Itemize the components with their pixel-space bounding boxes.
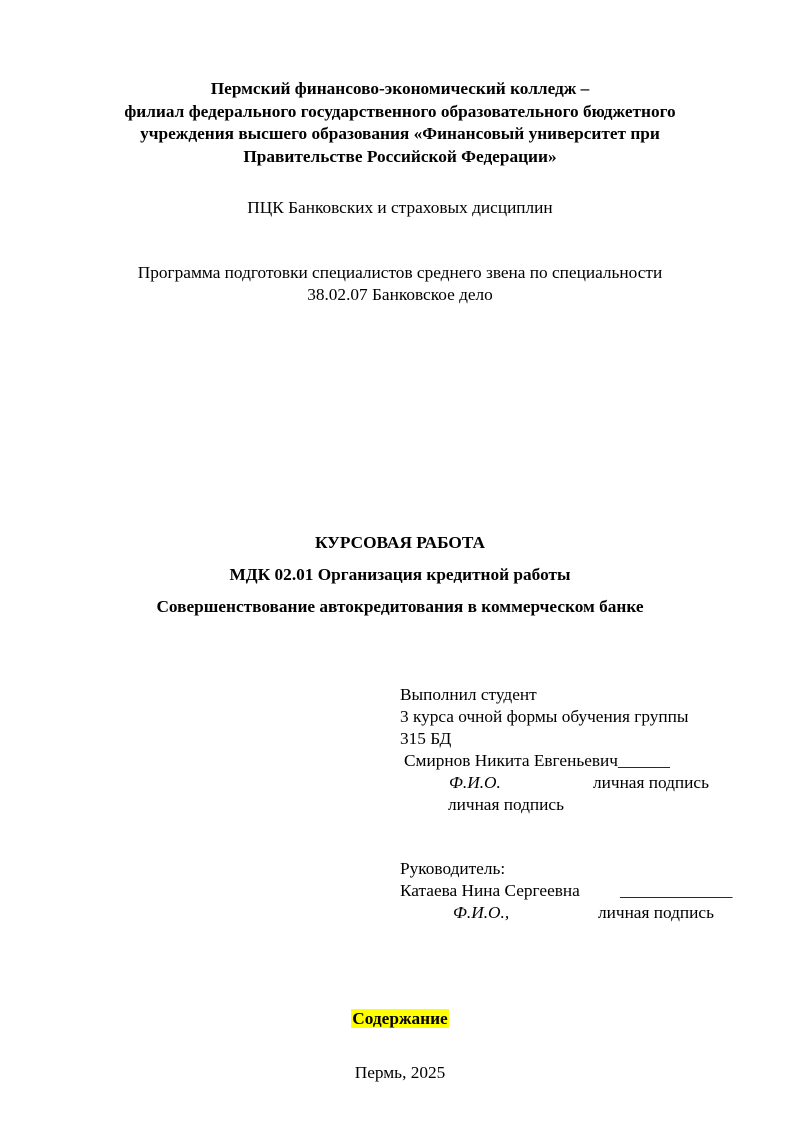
institution-line: Пермский финансово-экономический колледж – <box>210 79 590 98</box>
student-course: 3 курса очной формы обучения группы <box>400 707 689 726</box>
student-label: Выполнил студент <box>400 685 537 704</box>
student-signature-caption: личная подпись <box>593 773 709 792</box>
program-description <box>0 262 800 306</box>
student-name: Смирнов Никита Евгеньевич______ <box>404 751 670 770</box>
supervisor-name: Катаева Нина Сергеевна <box>400 881 580 900</box>
subject-heading: МДК 02.01 Организация кредитной работы <box>229 565 571 584</box>
department-name: ПЦК Банковских и страховых дисциплин <box>247 198 553 217</box>
topic-heading: Совершенствование автокредитования в коммерческом банке <box>156 597 644 616</box>
program-line: Программа подготовки специалистов среднего звена по специальности <box>137 263 663 282</box>
institution-line: Правительстве Российской Федерации» <box>243 146 557 166</box>
institution-name <box>0 78 800 168</box>
contents-heading[interactable]: Содержание <box>352 1009 448 1028</box>
student-signature-caption-2: личная подпись <box>448 795 564 814</box>
supervisor-signature-line: _____________ <box>620 881 733 900</box>
supervisor-signature-caption: личная подпись <box>598 903 714 922</box>
work-type-heading: КУРСОВАЯ РАБОТА <box>315 533 485 552</box>
supervisor-label: Руководитель: <box>400 859 506 878</box>
program-line: 38.02.07 Банковское дело <box>307 285 493 304</box>
contents-heading-wrap <box>0 1008 800 1030</box>
student-group: 315 БД <box>400 729 452 748</box>
student-fio-caption: Ф.И.О. <box>449 773 501 792</box>
supervisor-fio-caption: Ф.И.О., <box>453 903 510 922</box>
institution-line: филиал федерального государственного образовательного бюджетного <box>124 101 676 121</box>
city-year: Пермь, 2025 <box>354 1063 446 1082</box>
institution-line: учреждения высшего образования «Финансовый университет при <box>140 124 660 143</box>
